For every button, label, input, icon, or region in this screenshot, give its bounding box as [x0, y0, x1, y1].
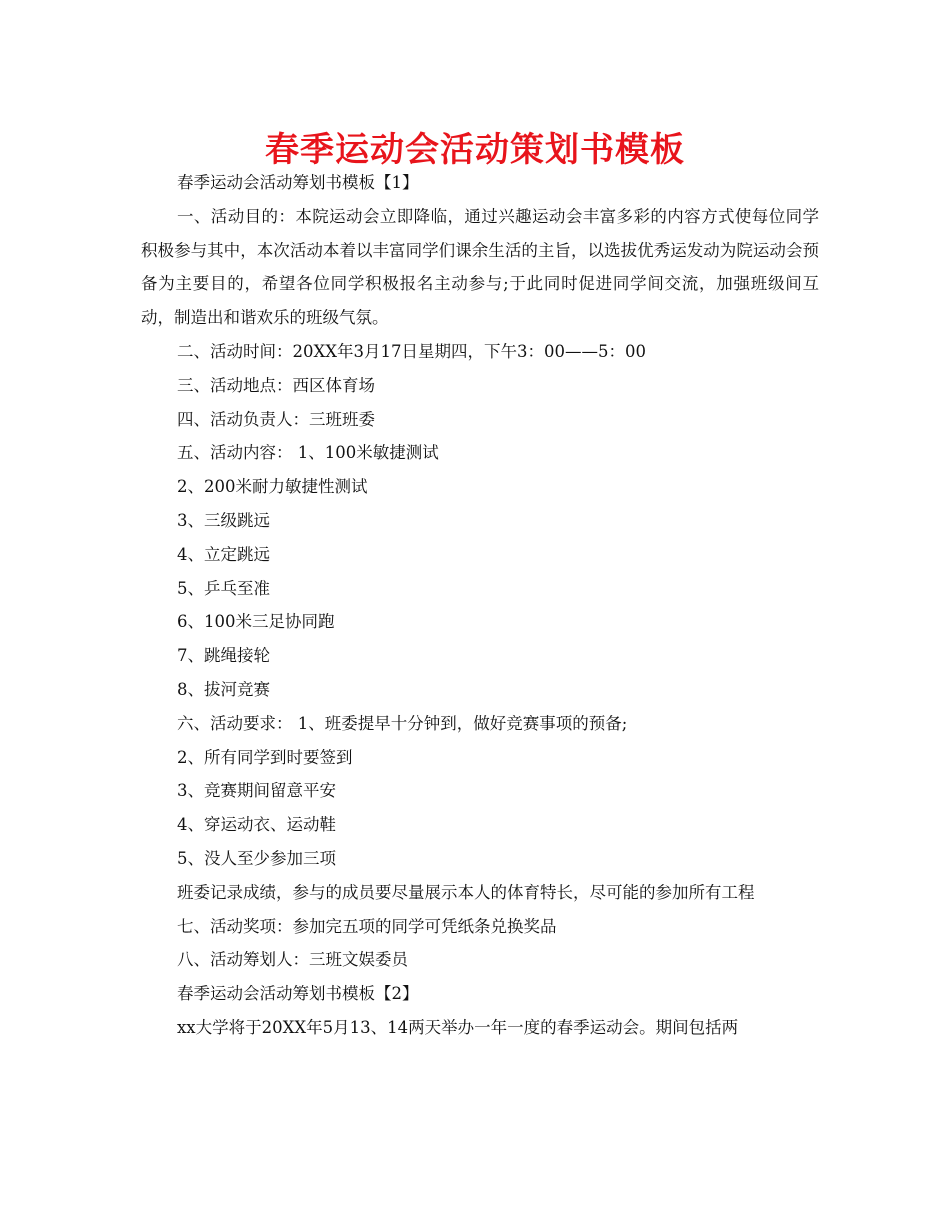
paragraph-requirements: 六、活动要求： 1、班委提早十分钟到，做好竞赛事项的预备; — [177, 713, 628, 733]
list-item: 6、100米三足协同跑 — [177, 612, 335, 632]
paragraph-content: 五、活动内容： 1、100米敏捷测试 — [177, 443, 439, 463]
list-item: 8、拔河竞赛 — [177, 679, 270, 699]
paragraph-template-heading-2: 春季运动会活动筹划书模板【2】 — [177, 984, 419, 1004]
list-item: 2、200米耐力敏捷性测试 — [177, 477, 368, 497]
paragraph-awards: 七、活动奖项：参加完五项的同学可凭纸条兑换奖品 — [177, 916, 557, 936]
paragraph-planner: 八、活动筹划人：三班文娱委员 — [177, 950, 408, 970]
list-item: 4、立定跳远 — [177, 544, 270, 564]
paragraph-location: 三、活动地点：西区体育场 — [177, 375, 375, 395]
list-item: 5、乒乓至准 — [177, 578, 270, 598]
paragraph-template-heading-1: 春季运动会活动筹划书模板【1】 — [177, 173, 419, 192]
document-title: 春季运动会活动策划书模板 — [265, 130, 685, 170]
list-item: 3、竞赛期间留意平安 — [177, 781, 336, 801]
list-item: 5、没人至少参加三项 — [177, 848, 336, 868]
paragraph-organizer: 四、活动负责人：三班班委 — [177, 409, 375, 429]
list-item: 2、所有同学到时要签到 — [177, 747, 353, 767]
paragraph-purpose: 一、活动目的：本院运动会立即降临，通过兴趣运动会丰富多彩的内容方式使每位同学积极参与其中，本次活动本着以丰富同学们课余生活的主旨，以选拔优秀运发动为院运动会预备为主要目的，希望各位同学积极报名主动参与;于此同时促进同学间交流，加强班级间互动，制造出和谐欢乐的班级气氛。 — [141, 206, 819, 328]
paragraph-records: 班委记录成绩，参与的成员要尽量展示本人的体育特长，尽可能的参加所有工程 — [177, 882, 755, 902]
list-item: 3、三级跳远 — [177, 510, 270, 530]
list-item: 4、穿运动衣、运动鞋 — [177, 815, 336, 835]
paragraph-time: 二、活动时间：20XX年3月17日星期四，下午3：00——5：00 — [177, 341, 646, 361]
document-body — [141, 166, 819, 1045]
list-item: 7、跳绳接轮 — [177, 646, 270, 666]
paragraph-intro-2: xx大学将于20XX年5月13、14两天举办一年一度的春季运动会。期间包括两 — [177, 1017, 739, 1037]
